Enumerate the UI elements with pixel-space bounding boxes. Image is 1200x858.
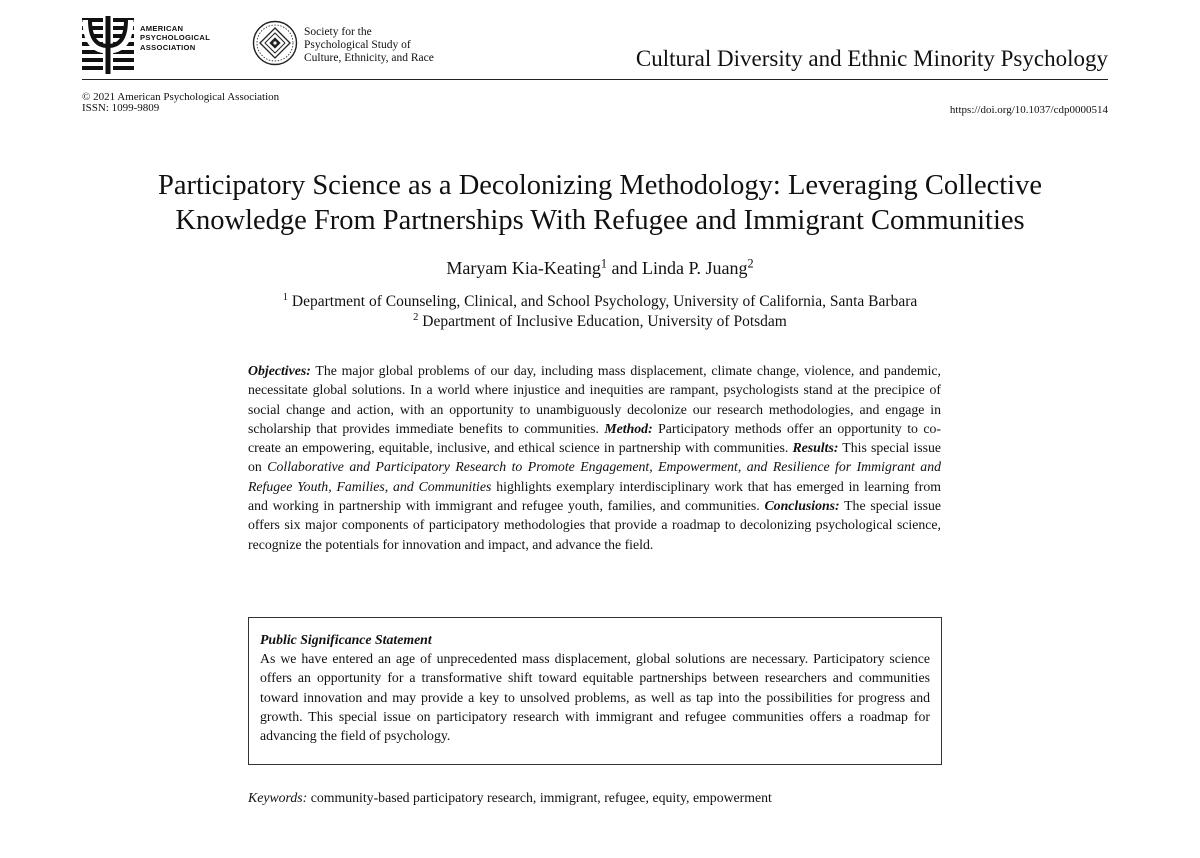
affiliation-marker: 1 — [282, 292, 289, 304]
abstract-results-label: Results: — [792, 440, 839, 456]
abstract — [248, 361, 941, 554]
keywords — [248, 790, 772, 806]
society-logo-line: Culture, Ethnicity, and Race — [304, 52, 434, 65]
affiliation-text: Department of Counseling, Clinical, and School Psychology, University of California, Santa Barbara — [288, 293, 918, 310]
issn-text: ISSN: 1099-9809 — [82, 102, 160, 114]
affiliation-text: Department of Inclusive Education, University of Potsdam — [418, 313, 787, 330]
abstract-conclusions-text: The special issue offers six major components of participatory methodologies that provide a roadmap to decolonizing psychological science, recognize the potentials for innovation and impact, and advance the field. — [248, 498, 941, 552]
abstract-conclusions-label: Conclusions: — [764, 498, 840, 514]
apa-logo-line: AMERICAN — [140, 24, 184, 33]
keywords-text: community-based participatory research, immigrant, refugee, equity, empowerment — [307, 790, 772, 805]
keywords-label: Keywords: — [248, 790, 308, 805]
public-significance-title: Public Significance Statement — [260, 632, 432, 647]
society-logo — [252, 20, 472, 80]
affiliation-marker: 2 — [747, 256, 754, 271]
article-title — [40, 168, 1160, 238]
affiliation — [0, 313, 1200, 331]
apa-logo-line: PSYCHOLOGICAL — [140, 33, 211, 43]
author-conjunction: and — [606, 258, 642, 278]
public-significance-box — [248, 617, 942, 765]
article-title-line: Knowledge From Partnerships With Refugee and Immigrant Communities — [175, 205, 1025, 236]
affiliation-marker: 2 — [413, 312, 419, 324]
author-line — [0, 258, 1200, 279]
public-significance-text: As we have entered an age of unprecedented mass displacement, global solutions are necessary. Participatory science offers an opportunity for a transformative shift toward equitable partnerships between researchers and communities toward innovation and may provide a key to unsolved problems, as well as tap into the possibilities for progress and growth. This special issue on participatory research with immigrant and refugee communities offers a roadmap for advancing the field of psychology. — [260, 651, 930, 744]
header-rule — [82, 79, 1108, 80]
copyright-block — [82, 92, 279, 114]
abstract-method-text: Participatory methods offer an opportunity to co-create an empowering, equitable, inclusive, and ethical science in partnership with communities. — [248, 420, 941, 456]
society-logo-line: Psychological Study of — [304, 39, 411, 52]
apa-psi-icon — [82, 16, 134, 74]
society-logo-line: Society for the — [304, 26, 372, 38]
abstract-method-label: Method: — [604, 420, 653, 436]
affiliation-marker: 1 — [600, 256, 607, 271]
abstract-objectives-text: The major global problems of our day, including mass displacement, climate change, violence, and pandemic, necessitate global solutions. In a world where injustice and inequities are rampant, psychologists stand at the precipice of social change and action, with an opportunity to unambiguously decolonize our research methodologies, and engage in scholarship that provides immediate benefits to communities. — [248, 363, 941, 436]
society-logo-text — [304, 26, 434, 66]
abstract-objectives-label: Objectives: — [248, 363, 311, 378]
apa-logo-line: ASSOCIATION — [140, 42, 196, 52]
copyright-text: © 2021 American Psychological Association — [82, 91, 280, 103]
article-title-line: Participatory Science as a Decolonizing Methodology: Leveraging Collective — [157, 170, 1042, 201]
author-name: Linda P. Juang — [641, 258, 748, 278]
special-issue-title: Collaborative and Participatory Research to Promote Engagement, Empowerment, and Resilience for Immigrant and Refugee Youth, Families, and Communities — [248, 459, 941, 494]
apa-logo-text — [140, 24, 210, 52]
journal-title: Cultural Diversity and Ethnic Minority Psychology — [635, 46, 1108, 71]
author-name: Maryam Kia-Keating — [446, 258, 601, 278]
abstract-results-text: highlights exemplary interdisciplinary work that has emerged in learning from and working in partnership with immigrant and refugee youth, families, and communities. — [248, 478, 941, 514]
society-seal-icon — [252, 20, 298, 66]
apa-logo — [82, 16, 211, 76]
affiliation — [0, 293, 1200, 311]
doi-link[interactable]: https://doi.org/10.1037/cdp0000514 — [949, 104, 1108, 116]
abstract-results-text: This special issue on — [248, 440, 941, 475]
